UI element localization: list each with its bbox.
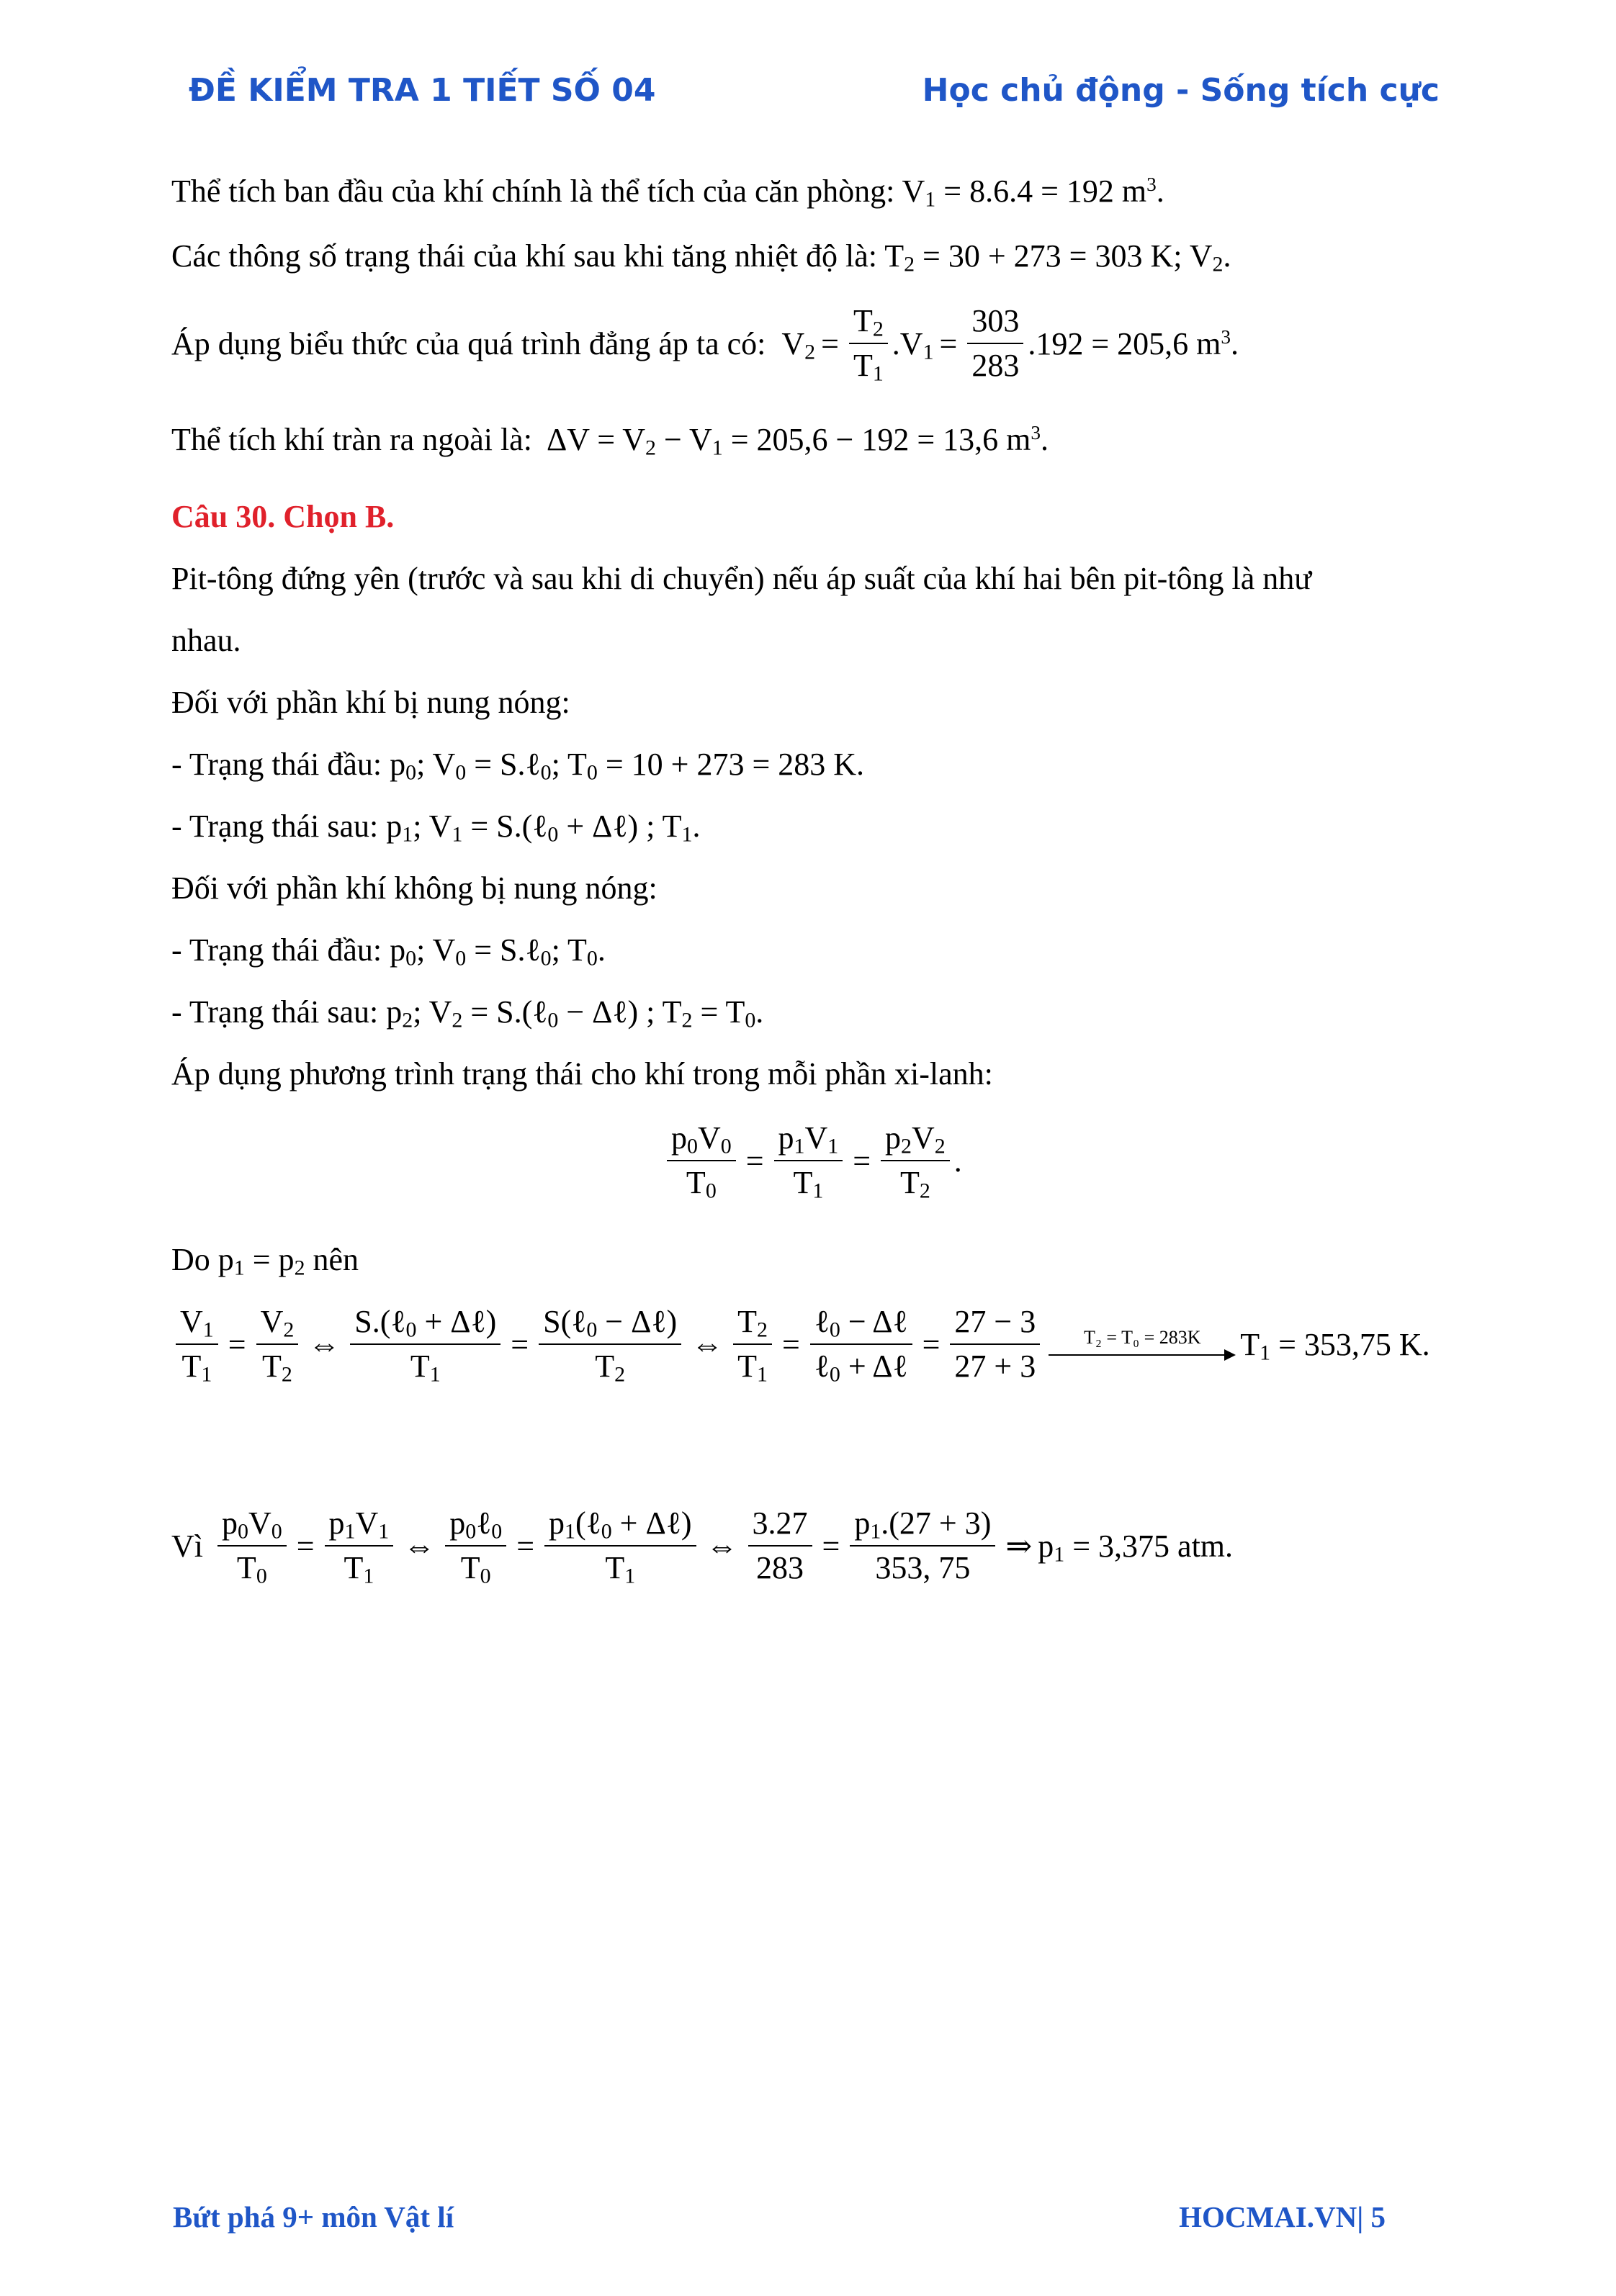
unheated-initial-state: - Trạng thái đầu: $p_0$; $V_0$ = S.ℓ$_0$; $T_0$. [171,932,606,971]
question-30-heading: Câu 30. Chọn B. [171,499,395,534]
heated-final-state: - Trạng thái sau: $p_1$; $V_1$ = S.(ℓ$_0$ + Δℓ) ; $T_1$. [171,809,701,847]
footer-page: HOCMAI.VN| 5 [1179,2200,1386,2233]
ideal-gas-equation: $\frac{p_0V_0}{T_0}$ = $\frac{p_1V_1}{T_1}$ = $\frac{p_2V_2}{T_2}$ . [663,1120,962,1202]
paragraph-piston-1: Pit-tông đứng yên (trước và sau khi di chuyển) nếu áp suất của khí hai bên pit-tông là như [171,561,1312,596]
isobaric-equation: Áp dụng biểu thức của quá trình đẳng áp ta có: $V_2$ = $\frac{T_2}{T_1}$ $.V_1$ = $\frac{303}{283}$ .192 = 205,6 $m^3$. [171,303,1239,386]
paragraph-initial-volume: Thể tích ban đầu của khí chính là thể tích của căn phòng: $V_1 = 8.6.4 = 192$ $m^3$. [171,174,1164,212]
pressure-derivation: Vì $\frac{p_0V_0}{T_0}$ = $\frac{p_1V_1}{T_1}$ ⇔ $\frac{p_0\ell_0}{T_0}$ = $\frac{p_1(\ell_0 + \Delta\ell)}{T_1}$ ⇔ $\frac{3.27}{283}$ = $\frac{p_1.(27 + 3)}{353, 75}$ ⇒ $p_1 = 3,375$ atm. [171,1505,1234,1588]
unheated-final-state: - Trạng thái sau: $p_2$; $V_2$ = S.(ℓ$_0$ − Δℓ) ; $T_2 = T_0$. [171,994,764,1032]
paragraph-unheated-part: Đối với phần khí không bị nung nóng: [171,870,657,906]
paragraph-pressure-equal: Do $p_1 = p_2$ nên [171,1242,359,1280]
paragraph-state-equation: Áp dụng phương trình trạng thái cho khí trong mỗi phần xi-lanh: [171,1056,993,1091]
paragraph-piston-2: nhau. [171,623,241,658]
overflow-volume-equation: Thể tích khí tràn ra ngoài là: $\Delta V = V_2 - V_1 = 205,6 - 192 = 13,6$ $m^3$. [171,422,1049,460]
footer-course: Bứt phá 9+ môn Vật lí [173,2200,454,2233]
header-title: ĐỀ KIỂM TRA 1 TIẾT SỐ 04 [189,72,656,109]
implies-arrow: T₂ = T₀ = 283K [1049,1327,1236,1361]
header-slogan: Học chủ động - Sống tích cực [922,72,1440,109]
paragraph-heated-part: Đối với phần khí bị nung nóng: [171,685,570,720]
temperature-derivation: $\frac{V_1}{T_1}$ = $\frac{V_2}{T_2}$ ⇔ $\frac{S.(\ell_0 + \Delta\ell)}{T_1}$ = $\frac{S(\ell_0 - \Delta\ell)}{T_2}$ ⇔ $\frac{T_2}{T_1}$ = $\frac{\ell_0 - \Delta\ell}{\ell_0 + \Delta\ell}$ = $\frac{27 - 3}{27 + 3}$ T₂ = T₀ = 283K $T_1 = 353,75$ K. [171,1303,1430,1385]
paragraph-state-params: Các thông số trạng thái của khí sau khi tăng nhiệt độ là: $T_2 = 30 + 273 = 303$ K; $V_2$. [171,238,1231,276]
heated-initial-state: - Trạng thái đầu: $p_0$; $V_0$ = S.ℓ$_0$; $T_0 = 10 + 273 = 283$ K. [171,747,865,785]
